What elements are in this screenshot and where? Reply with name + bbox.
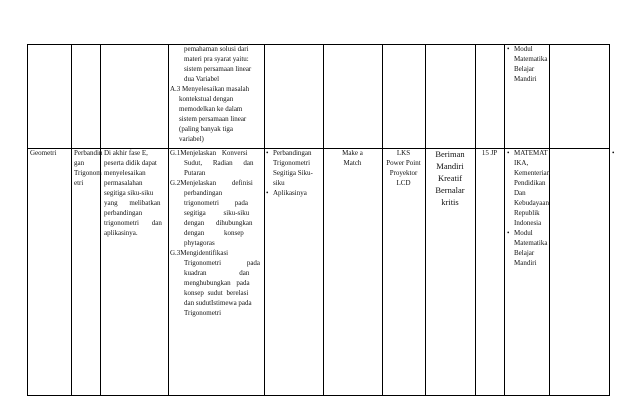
subject-line: Segitiga Siku- (273, 169, 313, 177)
column-border (323, 44, 324, 396)
row-border-bottom (27, 395, 610, 396)
resource-line: Belajar (514, 65, 535, 73)
objective-line: segitiga siku-siku (184, 209, 250, 217)
bullet-icon: • (266, 149, 269, 157)
source-line: Matematika (514, 239, 548, 247)
resource-line: Matematika (514, 55, 548, 63)
bullet-icon: • (266, 189, 269, 197)
objective-line: materi pra syarat yaitu: (184, 55, 249, 63)
objective-line: sistem persamaan linear (184, 65, 252, 73)
goal-line: peserta didik dapat (104, 159, 157, 167)
objective-line: A.3 Menyelesaikan masalah (170, 85, 250, 93)
goal-line: yang melibatkan (104, 199, 161, 207)
column-border (100, 44, 101, 396)
column-border (264, 44, 265, 396)
column-border (168, 44, 169, 396)
time-cell: 15 JP (481, 149, 498, 157)
source-line: IKA, (514, 159, 529, 167)
column-border (425, 44, 426, 396)
source-line: Mandiri (514, 259, 537, 267)
objective-line: Sudut, Radian dan (184, 159, 254, 167)
source-line: Dan (514, 189, 526, 197)
source-line: Kementerian (514, 169, 551, 177)
objective-line: kontekstual dengan (179, 95, 234, 103)
bullet-icon: • (507, 149, 510, 157)
objective-line: trigonometri pada (184, 199, 248, 207)
objective-line: (paling banyak tiga (179, 125, 234, 133)
objective-heading: G.3Mengidentifikasi (170, 249, 229, 257)
source-line: Pendidikan (514, 179, 546, 187)
objective-line: memodelkan ke dalam (179, 105, 243, 113)
source-line: Kebudayaan (514, 199, 549, 207)
goal-line: Di akhir fase E, (104, 149, 148, 157)
column-border (549, 44, 550, 396)
media-line: Power Point (386, 159, 421, 167)
objective-heading: G.2Menjelaskan definisi (170, 179, 253, 187)
objective-line: sistem persamaan linear (179, 115, 247, 123)
goal-line: menyelesaikan (104, 169, 146, 177)
objective-line: Putaran (184, 169, 206, 177)
media-line: Proyektor (389, 169, 418, 177)
topic-line: etri (74, 179, 84, 187)
material-cell: Geometri (30, 149, 57, 157)
column-border (382, 44, 383, 396)
objective-line: variabel) (179, 135, 204, 143)
objective-heading: G.1Menjelaskan Konversi (170, 149, 248, 157)
goal-line: trigonometri dan (104, 219, 162, 227)
method-line: Match (343, 159, 362, 167)
source-line: MATEMAT (514, 149, 548, 157)
objective-line: Trigonometri (184, 309, 222, 317)
resource-line: Mandiri (514, 75, 537, 83)
source-line: Republik (514, 209, 540, 217)
source-line: Modul (514, 229, 533, 237)
media-line: LCD (396, 179, 411, 187)
column-border (71, 44, 72, 396)
bullet-icon: • (507, 45, 510, 53)
objective-line: dengan dihubungkan (184, 219, 253, 227)
objective-line: dan sudutIstimewa pada (184, 299, 252, 307)
resource-line: Modul (514, 45, 533, 53)
character-line: kritis (441, 197, 459, 207)
objective-line: konsep sudut berelasi (184, 289, 249, 297)
subject-line: Aplikasinya (273, 189, 307, 197)
goal-line: segitiga siku-siku (104, 189, 154, 197)
column-border (504, 44, 505, 396)
objective-line: dua Variabel (184, 75, 220, 83)
goal-line: permasalahan (104, 179, 143, 187)
objective-line: phytagoras (184, 239, 215, 247)
objective-line: perbandingan (184, 189, 223, 197)
column-border (609, 44, 610, 396)
subject-line: Trigonometri (273, 159, 311, 167)
topic-line: gan (74, 159, 85, 167)
column-border (27, 44, 28, 396)
character-line: Mandiri (436, 161, 464, 171)
objective-line: kuadran dan (184, 269, 250, 277)
source-line: Indonesia (514, 219, 542, 227)
goal-line: aplikasinya. (104, 229, 138, 237)
character-line: Kreatif (437, 173, 463, 183)
goal-line: perbandingan (104, 209, 143, 217)
objective-line: Trigonometri pada (184, 259, 261, 267)
bullet-icon: • (612, 149, 615, 157)
subject-line: siku (273, 179, 285, 187)
bullet-icon: • (507, 229, 510, 237)
subject-line: Perbandingan (273, 149, 312, 157)
media-line: LKS (396, 149, 411, 157)
character-line: Beriman (435, 149, 465, 159)
objective-line: dengan konsep (184, 229, 244, 237)
topic-line: Perbandin (74, 149, 103, 157)
source-line: Belajar (514, 249, 535, 257)
method-line: Make a (342, 149, 363, 157)
topic-line: Trigonom (74, 169, 102, 177)
column-border (475, 44, 476, 396)
character-line: Bernalar (435, 185, 465, 195)
objective-line: menghubungkan pada (184, 279, 250, 287)
objective-line: pemahaman solusi dari (184, 45, 249, 53)
